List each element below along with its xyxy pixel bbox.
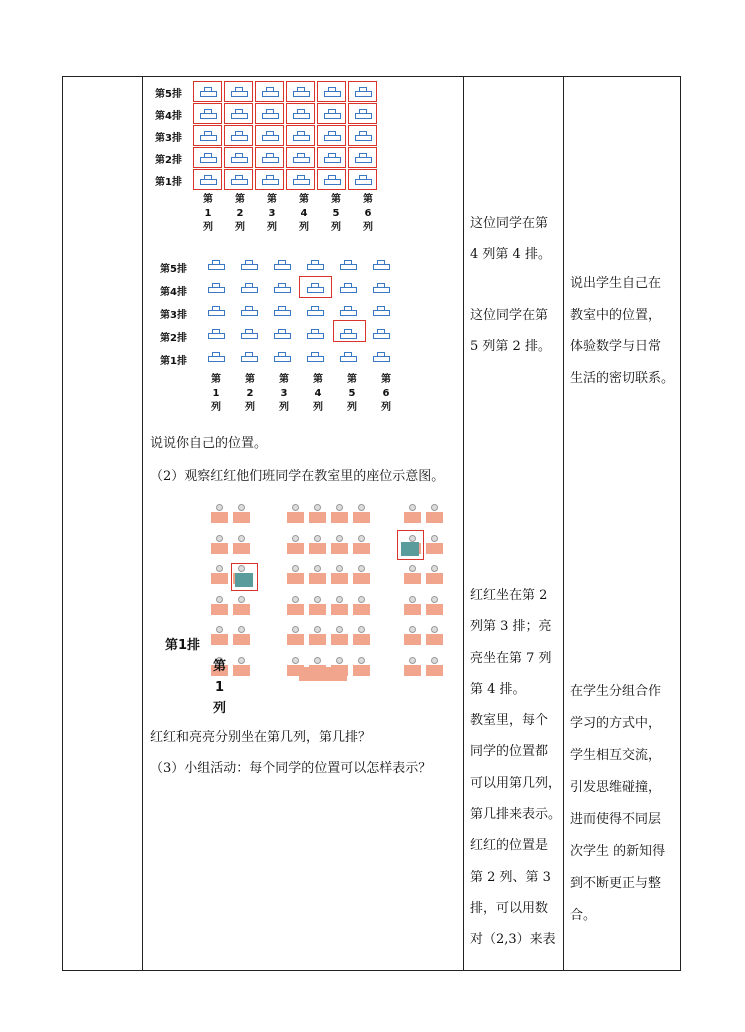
- column-label: 第 2 列: [245, 374, 255, 413]
- student-head: [336, 596, 343, 603]
- desk-shape: [307, 310, 324, 316]
- desk-shape: [208, 310, 225, 316]
- desk-shape: [262, 113, 279, 119]
- desk-icon: [287, 604, 304, 615]
- student-head: [292, 626, 299, 633]
- desk-shape: [373, 264, 390, 270]
- desk-icon: [241, 329, 256, 338]
- desk-icon: [355, 175, 370, 184]
- student-head: [358, 657, 365, 664]
- desk-icon: [331, 543, 348, 554]
- desk-icon: [353, 512, 370, 523]
- desk-shape: [241, 356, 258, 362]
- desk-icon: [233, 634, 250, 645]
- row-1-label: 第1排: [165, 638, 201, 653]
- desk-icon: [287, 634, 304, 645]
- student-head: [409, 565, 416, 572]
- desk-icon: [331, 634, 348, 645]
- desk-icon: [331, 512, 348, 523]
- highlight-box: [333, 320, 366, 342]
- desk-icon: [208, 329, 223, 338]
- desk-shape: [200, 179, 217, 185]
- desk-icon: [307, 260, 322, 269]
- desk-icon: [340, 352, 355, 361]
- desk-icon: [373, 329, 388, 338]
- desk-icon: [309, 573, 326, 584]
- desk-icon: [309, 543, 326, 554]
- desk-icon: [324, 87, 339, 96]
- desk-icon: [331, 573, 348, 584]
- student-head: [314, 565, 321, 572]
- desk-shape: [324, 135, 341, 141]
- desk-shape: [231, 157, 248, 163]
- desk-icon: [355, 87, 370, 96]
- desk-icon: [324, 109, 339, 118]
- column-label: 第 1 列: [211, 374, 221, 413]
- row-label: 第5排: [155, 89, 182, 100]
- desk-icon: [231, 131, 246, 140]
- desk-icon: [262, 131, 277, 140]
- desk-icon: [262, 153, 277, 162]
- student-head: [431, 596, 438, 603]
- desk-icon: [373, 283, 388, 292]
- student-head: [336, 626, 343, 633]
- student-head: [238, 626, 245, 633]
- row-label: 第3排: [160, 310, 187, 321]
- desk-shape: [324, 179, 341, 185]
- desk-shape: [231, 179, 248, 185]
- desk-icon: [200, 87, 215, 96]
- student-head: [409, 504, 416, 511]
- desk-icon: [324, 131, 339, 140]
- student-head: [431, 565, 438, 572]
- column-label: 第 1 列: [203, 194, 213, 233]
- column-label: 第 6 列: [363, 194, 373, 233]
- desk-icon: [211, 573, 228, 584]
- desk-shape: [208, 333, 225, 339]
- desk-icon: [353, 665, 370, 676]
- column-label: 第 4 列: [313, 374, 323, 413]
- row-label: 第5排: [160, 264, 187, 275]
- student-head: [336, 535, 343, 542]
- desk-shape: [262, 135, 279, 141]
- desk-shape: [373, 333, 390, 339]
- desk-icon: [309, 512, 326, 523]
- column-divider: [463, 77, 464, 970]
- student-head: [292, 504, 299, 511]
- desk-shape: [241, 310, 258, 316]
- desk-shape: [324, 157, 341, 163]
- student-head: [216, 626, 223, 633]
- desk-icon: [373, 306, 388, 315]
- desk-icon: [200, 131, 215, 140]
- student-head: [431, 535, 438, 542]
- student-head: [292, 596, 299, 603]
- desk-shape: [241, 264, 258, 270]
- answer-a: 这位同学在第 4 列第 4 排。: [470, 216, 551, 262]
- student-head: [314, 657, 321, 664]
- desk-icon: [355, 131, 370, 140]
- desk-icon: [262, 87, 277, 96]
- desk-shape: [208, 264, 225, 270]
- student-head: [216, 596, 223, 603]
- desk-shape: [262, 179, 279, 185]
- desk-shape: [274, 310, 291, 316]
- column-label: 第 2 列: [235, 194, 245, 233]
- student-head: [314, 504, 321, 511]
- column-label: 第 4 列: [299, 194, 309, 233]
- desk-icon: [307, 306, 322, 315]
- student-head: [314, 626, 321, 633]
- task-2-text: （2）观察红红他们班同学在教室里的座位示意图。: [150, 469, 445, 484]
- student-head: [216, 535, 223, 542]
- student-head: [358, 596, 365, 603]
- desk-shape: [293, 135, 310, 141]
- desk-icon: [293, 153, 308, 162]
- student-head: [238, 504, 245, 511]
- desk-icon: [426, 543, 443, 554]
- row-label: 第2排: [155, 155, 182, 166]
- question-text: 红红和亮亮分别坐在第几列，第几排？: [150, 730, 372, 745]
- row-label: 第4排: [155, 111, 182, 122]
- desk-shape: [355, 113, 372, 119]
- desk-icon: [211, 634, 228, 645]
- desk-shape: [200, 135, 217, 141]
- desk-icon: [404, 604, 421, 615]
- student-head: [292, 657, 299, 664]
- highlight-box: [299, 276, 332, 298]
- desk-shape: [340, 264, 357, 270]
- desk-shape: [200, 157, 217, 163]
- desk-icon: [200, 109, 215, 118]
- desk-shape: [241, 333, 258, 339]
- desk-icon: [274, 329, 289, 338]
- desk-icon: [373, 352, 388, 361]
- desk-icon: [208, 260, 223, 269]
- desk-shape: [355, 91, 372, 97]
- desk-shape: [274, 264, 291, 270]
- desk-icon: [355, 153, 370, 162]
- desk-shape: [307, 333, 324, 339]
- desk-icon: [231, 175, 246, 184]
- student-head: [358, 626, 365, 633]
- desk-shape: [324, 91, 341, 97]
- desk-icon: [373, 260, 388, 269]
- intent-b: 在学生分组合作 学习的方式中， 学生相互交流， 引发思维碰撞， 进而使得不同层 次学生 的新知得 到不断更正与整 合。: [570, 684, 666, 923]
- desk-icon: [309, 634, 326, 645]
- student-head: [336, 565, 343, 572]
- desk-icon: [426, 634, 443, 645]
- desk-shape: [355, 135, 372, 141]
- student-head: [336, 657, 343, 664]
- desk-icon: [287, 512, 304, 523]
- teacher-desk: [299, 667, 347, 681]
- desk-icon: [241, 260, 256, 269]
- desk-icon: [426, 573, 443, 584]
- desk-shape: [340, 287, 357, 293]
- desk-icon: [233, 604, 250, 615]
- column-label: 第 5 列: [347, 374, 357, 413]
- desk-icon: [404, 665, 421, 676]
- desk-shape: [200, 91, 217, 97]
- student-head: [314, 596, 321, 603]
- column-divider: [142, 77, 143, 970]
- desk-icon: [211, 604, 228, 615]
- column-divider: [563, 77, 564, 970]
- column-label: 第 3 列: [267, 194, 277, 233]
- desk-icon: [404, 634, 421, 645]
- desk-icon: [208, 306, 223, 315]
- student-head: [336, 504, 343, 511]
- desk-icon: [231, 109, 246, 118]
- desk-icon: [331, 604, 348, 615]
- desk-shape: [231, 135, 248, 141]
- desk-icon: [233, 512, 250, 523]
- student-head: [216, 504, 223, 511]
- row-label: 第3排: [155, 133, 182, 144]
- intent-a: 说出学生自己在 教室中的位置， 体验数学与日常 生活的密切联系。: [570, 276, 675, 386]
- desk-icon: [340, 260, 355, 269]
- desk-icon: [324, 175, 339, 184]
- student-head: [431, 657, 438, 664]
- desk-shape: [293, 157, 310, 163]
- desk-shape: [307, 264, 324, 270]
- student-head: [431, 626, 438, 633]
- desk-shape: [293, 179, 310, 185]
- desk-shape: [274, 356, 291, 362]
- desk-icon: [274, 260, 289, 269]
- desk-icon: [241, 283, 256, 292]
- student-head: [292, 535, 299, 542]
- desk-icon: [200, 175, 215, 184]
- desk-icon: [208, 352, 223, 361]
- desk-icon: [287, 543, 304, 554]
- student-head: [358, 565, 365, 572]
- student-head: [431, 504, 438, 511]
- student-head: [314, 535, 321, 542]
- prompt-self-position: 说说你自己的位置。: [150, 436, 268, 451]
- desk-icon: [307, 352, 322, 361]
- desk-icon: [231, 153, 246, 162]
- task-3-text: （3）小组活动：每个同学的位置可以怎样表示？: [150, 761, 432, 776]
- desk-shape: [324, 113, 341, 119]
- desk-icon: [307, 329, 322, 338]
- desk-icon: [426, 512, 443, 523]
- desk-shape: [307, 356, 324, 362]
- answer-b: 这位同学在第 5 列第 2 排。: [470, 308, 551, 354]
- desk-icon: [274, 283, 289, 292]
- desk-shape: [355, 157, 372, 163]
- desk-icon: [293, 87, 308, 96]
- desk-shape: [274, 333, 291, 339]
- desk-icon: [340, 283, 355, 292]
- desk-icon: [426, 665, 443, 676]
- desk-icon: [262, 175, 277, 184]
- desk-icon: [353, 573, 370, 584]
- student-head: [409, 596, 416, 603]
- row-label: 第1排: [160, 356, 187, 367]
- desk-icon: [426, 604, 443, 615]
- desk-icon: [211, 512, 228, 523]
- student-head: [238, 535, 245, 542]
- desk-icon: [287, 573, 304, 584]
- desk-icon: [231, 87, 246, 96]
- desk-icon: [404, 512, 421, 523]
- desk-icon: [274, 352, 289, 361]
- desk-shape: [340, 310, 357, 316]
- desk-shape: [241, 287, 258, 293]
- desk-icon: [274, 306, 289, 315]
- column-1-label: 第 1 列: [213, 659, 227, 716]
- desk-shape: [293, 113, 310, 119]
- desk-shape: [231, 91, 248, 97]
- desk-icon: [340, 306, 355, 315]
- desk-shape: [262, 91, 279, 97]
- desk-icon: [355, 109, 370, 118]
- desk-icon: [353, 543, 370, 554]
- desk-shape: [340, 356, 357, 362]
- desk-icon: [262, 109, 277, 118]
- student-head: [409, 626, 416, 633]
- desk-icon: [241, 352, 256, 361]
- desk-shape: [355, 179, 372, 185]
- liangliang-figure: [401, 542, 419, 556]
- student-head: [292, 565, 299, 572]
- desk-icon: [211, 543, 228, 554]
- desk-icon: [200, 153, 215, 162]
- desk-shape: [208, 356, 225, 362]
- column-label: 第 5 列: [331, 194, 341, 233]
- student-head: [238, 596, 245, 603]
- desk-icon: [208, 283, 223, 292]
- student-head: [409, 657, 416, 664]
- row-label: 第1排: [155, 177, 182, 188]
- desk-icon: [353, 604, 370, 615]
- desk-shape: [231, 113, 248, 119]
- desk-shape: [373, 356, 390, 362]
- desk-icon: [233, 665, 250, 676]
- desk-icon: [353, 634, 370, 645]
- desk-shape: [274, 287, 291, 293]
- desk-icon: [309, 604, 326, 615]
- desk-shape: [200, 113, 217, 119]
- desk-shape: [262, 157, 279, 163]
- desk-shape: [208, 287, 225, 293]
- desk-icon: [324, 153, 339, 162]
- honghong-figure: [235, 573, 253, 587]
- column-label: 第 6 列: [381, 374, 391, 413]
- desk-shape: [373, 310, 390, 316]
- student-head: [238, 657, 245, 664]
- desk-icon: [293, 131, 308, 140]
- answer-c: 红红坐在第 2 列第 3 排；亮 亮坐在第 7 列 第 4 排。 教室里，每个 同学的位置都 可以用第几列， 第几排来表示。 红红的位置是 第 2 列、第 3 排，可以用数 对（2,3）来表: [470, 588, 562, 948]
- row-label: 第4排: [160, 287, 187, 298]
- student-head: [216, 565, 223, 572]
- column-label: 第 3 列: [279, 374, 289, 413]
- desk-icon: [233, 543, 250, 554]
- desk-shape: [373, 287, 390, 293]
- desk-icon: [293, 109, 308, 118]
- desk-shape: [293, 91, 310, 97]
- desk-icon: [241, 306, 256, 315]
- desk-icon: [404, 573, 421, 584]
- desk-icon: [293, 175, 308, 184]
- student-head: [358, 504, 365, 511]
- student-head: [358, 535, 365, 542]
- row-label: 第2排: [160, 333, 187, 344]
